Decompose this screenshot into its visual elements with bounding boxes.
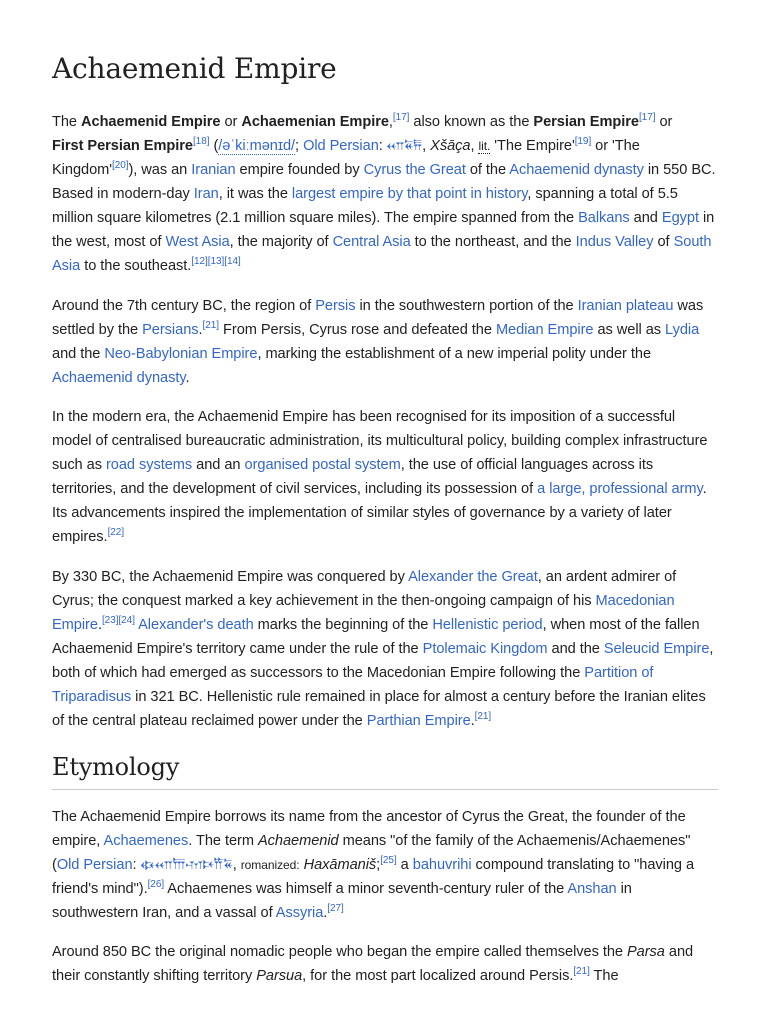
professional-army-link[interactable]: a large, professional army: [537, 481, 703, 497]
west-asia-link[interactable]: West Asia: [165, 234, 230, 250]
citation-link[interactable]: [26]: [147, 879, 165, 890]
seleucid-empire-link[interactable]: Seleucid Empire: [603, 641, 710, 657]
central-asia-link[interactable]: Central Asia: [332, 234, 411, 250]
etymology-paragraph-2: Around 850 BC the original nomadic people who began the empire called themselves the Parsa and their constantly shifting territory Parsua, for the most part localized around Persis.[21] The: [52, 944, 694, 984]
page-title: Achaemenid Empire: [52, 52, 337, 85]
citation-link[interactable]: [14]: [224, 256, 241, 267]
achaemenid-dynasty-link[interactable]: Achaemenid dynasty: [509, 162, 644, 178]
iranian-link[interactable]: Iranian: [191, 162, 236, 178]
partition-of-triparadisus-link[interactable]: Partition of Triparadisus: [52, 665, 654, 705]
iran-link[interactable]: Iran: [193, 186, 219, 202]
road-systems-link[interactable]: road systems: [105, 457, 193, 473]
achaemenid-dynasty-link[interactable]: Achaemenid dynasty: [52, 370, 186, 386]
citation-link[interactable]: [18]: [192, 136, 210, 147]
intro-paragraph-1: The Achaemenid Empire or Achaemenian Empire,[17] also known as the Persian Empire[17] or First Persian Empire[18] (/əˈkiːmənɪd/; Old Persian: 𐎧𐏁𐏂, Xšāça, lit. 'The Empire'[19] or 'The Kingdom'[20]), was an Iranian empire founded by Cyrus the Great of the Achaemenid dynasty in 550 BC. Based in modern-day Iran, it was the largest empire by that point in history, spanning a total of 5.5 million square kilometres (2.1 million square miles). The empire spanned from the Balkans and Egypt in the west, most of West Asia, the majority of Central Asia to the northeast, and the Indus Valley of South Asia to the southeast.[12][13][14]: [52, 112, 716, 274]
etymology-heading: Etymology: [52, 753, 180, 781]
citation-link[interactable]: [20]: [112, 160, 129, 171]
cuneiform-text-link[interactable]: 𐎧𐏁𐏂: [386, 138, 423, 154]
ipa-pronunciation-link[interactable]: /əˈkiːmənɪd/: [218, 138, 296, 154]
postal-system-link[interactable]: organised postal system: [244, 457, 401, 473]
intro-paragraph-3: In the modern era, the Achaemenid Empire has been recognised for its imposition of a successful model of centralised bureaucratic administration, its multicultural policy, building complex infrastructure such as road systems and an organised postal system, the use of official languages across its territories, and the development of civil services, including its possession of a large, professional army. Its advancements inspired the implementation of similar styles of governance by a variety of later empires.[22]: [52, 409, 708, 545]
citation-link[interactable]: [27]: [327, 903, 344, 914]
citation-link[interactable]: [12]: [191, 256, 208, 267]
intro-paragraph-4: By 330 BC, the Achaemenid Empire was conquered by Alexander the Great, an ardent admirer of Cyrus; the conquest marked a key achievement in the then-ongoing campaign of his Macedonian Empire.[23][24] Alexander's death marks the beginning of the Hellenistic period, when most of the fallen Achaemenid Empire's territory came under the rule of the Ptolemaic Kingdom and the Seleucid Empire, both of which had emerged as successors to the Macedonian Empire following the Partition of Triparadisus in 321 BC. Hellenistic rule remained in place for almost a century before the Iranian elites of the central plateau reclaimed power under the Parthian Empire.[21]: [52, 569, 714, 729]
egypt-link[interactable]: Egypt: [661, 210, 699, 226]
indus-valley-link[interactable]: Indus Valley: [575, 234, 654, 250]
largest-empire-link[interactable]: largest empire by that point in history: [291, 186, 528, 202]
assyria-link[interactable]: Assyria: [275, 905, 324, 921]
neo-babylonian-empire-link[interactable]: Neo-Babylonian Empire: [104, 346, 258, 362]
citation-link[interactable]: [21]: [573, 966, 590, 977]
persis-link[interactable]: Persis: [315, 298, 356, 314]
lydia-link[interactable]: Lydia: [665, 322, 700, 338]
cyrus-the-great-link[interactable]: Cyrus the Great: [363, 162, 466, 178]
old-persian-link[interactable]: Old Persian: [56, 857, 133, 873]
citation-link[interactable]: [19]: [574, 136, 592, 147]
median-empire-link[interactable]: Median Empire: [495, 322, 594, 338]
bahuvrihi-link[interactable]: bahuvrihi: [412, 857, 472, 873]
persians-link[interactable]: Persians: [142, 322, 199, 338]
alexander-the-great-link[interactable]: Alexander the Great: [408, 569, 538, 585]
etymology-paragraph-1: The Achaemenid Empire borrows its name from the ancestor of Cyrus the Great, the founder of the empire, Achaemenes. The term Achaemenid means "of the family of the Achaemenis/Achaemenes" (Old Persian: 𐏃𐎧𐎠𐎶𐎴𐎡𐏁, romanized: Haxāmaniš;[25] a bahuvrihi compound translating to "having a friend's mind").[26] Achaemenes was himself a minor seventh-century ruler of the Anshan in southwestern Iran, and a vassal of Assyria.[27]: [52, 809, 695, 921]
ptolemaic-kingdom-link[interactable]: Ptolemaic Kingdom: [422, 641, 548, 657]
citation-link[interactable]: [24]: [118, 615, 135, 626]
citation-link[interactable]: [21]: [202, 320, 220, 331]
old-persian-link[interactable]: Old Persian: [303, 138, 379, 154]
macedonian-empire-link[interactable]: Macedonian Empire: [52, 593, 675, 633]
anshan-link[interactable]: Anshan: [567, 881, 617, 897]
balkans-link[interactable]: Balkans: [578, 210, 630, 226]
citation-link[interactable]: [17]: [392, 112, 410, 123]
south-asia-link[interactable]: South Asia: [52, 234, 712, 274]
literally-abbr: lit.: [478, 139, 491, 153]
citation-link[interactable]: [25]: [380, 855, 397, 866]
romanized-label: romanized:: [240, 858, 300, 872]
citation-link[interactable]: [17]: [638, 112, 656, 123]
cuneiform-text-link[interactable]: 𐏃𐎧𐎠𐎶𐎴𐎡𐏁: [140, 857, 233, 873]
citation-link[interactable]: [22]: [107, 527, 125, 538]
etymology-section-header: [52, 751, 718, 790]
citation-link[interactable]: [21]: [474, 711, 492, 722]
alexanders-death-link[interactable]: Alexander's death: [138, 617, 254, 633]
achaemenes-link[interactable]: Achaemenes: [103, 833, 189, 849]
iranian-plateau-link[interactable]: Iranian plateau: [577, 298, 674, 314]
citation-link[interactable]: [23]: [101, 615, 119, 626]
hellenistic-period-link[interactable]: Hellenistic period: [432, 617, 543, 633]
parthian-empire-link[interactable]: Parthian Empire: [366, 713, 471, 729]
citation-link[interactable]: [13]: [207, 256, 225, 267]
intro-paragraph-2: Around the 7th century BC, the region of Persis in the southwestern portion of the Iranian plateau was settled by the Persians.[21] From Persis, Cyrus rose and defeated the Median Empire as well as Lydia and the Neo-Babylonian Empire, marking the establishment of a new imperial polity under the Achaemenid dynasty.: [52, 298, 704, 386]
